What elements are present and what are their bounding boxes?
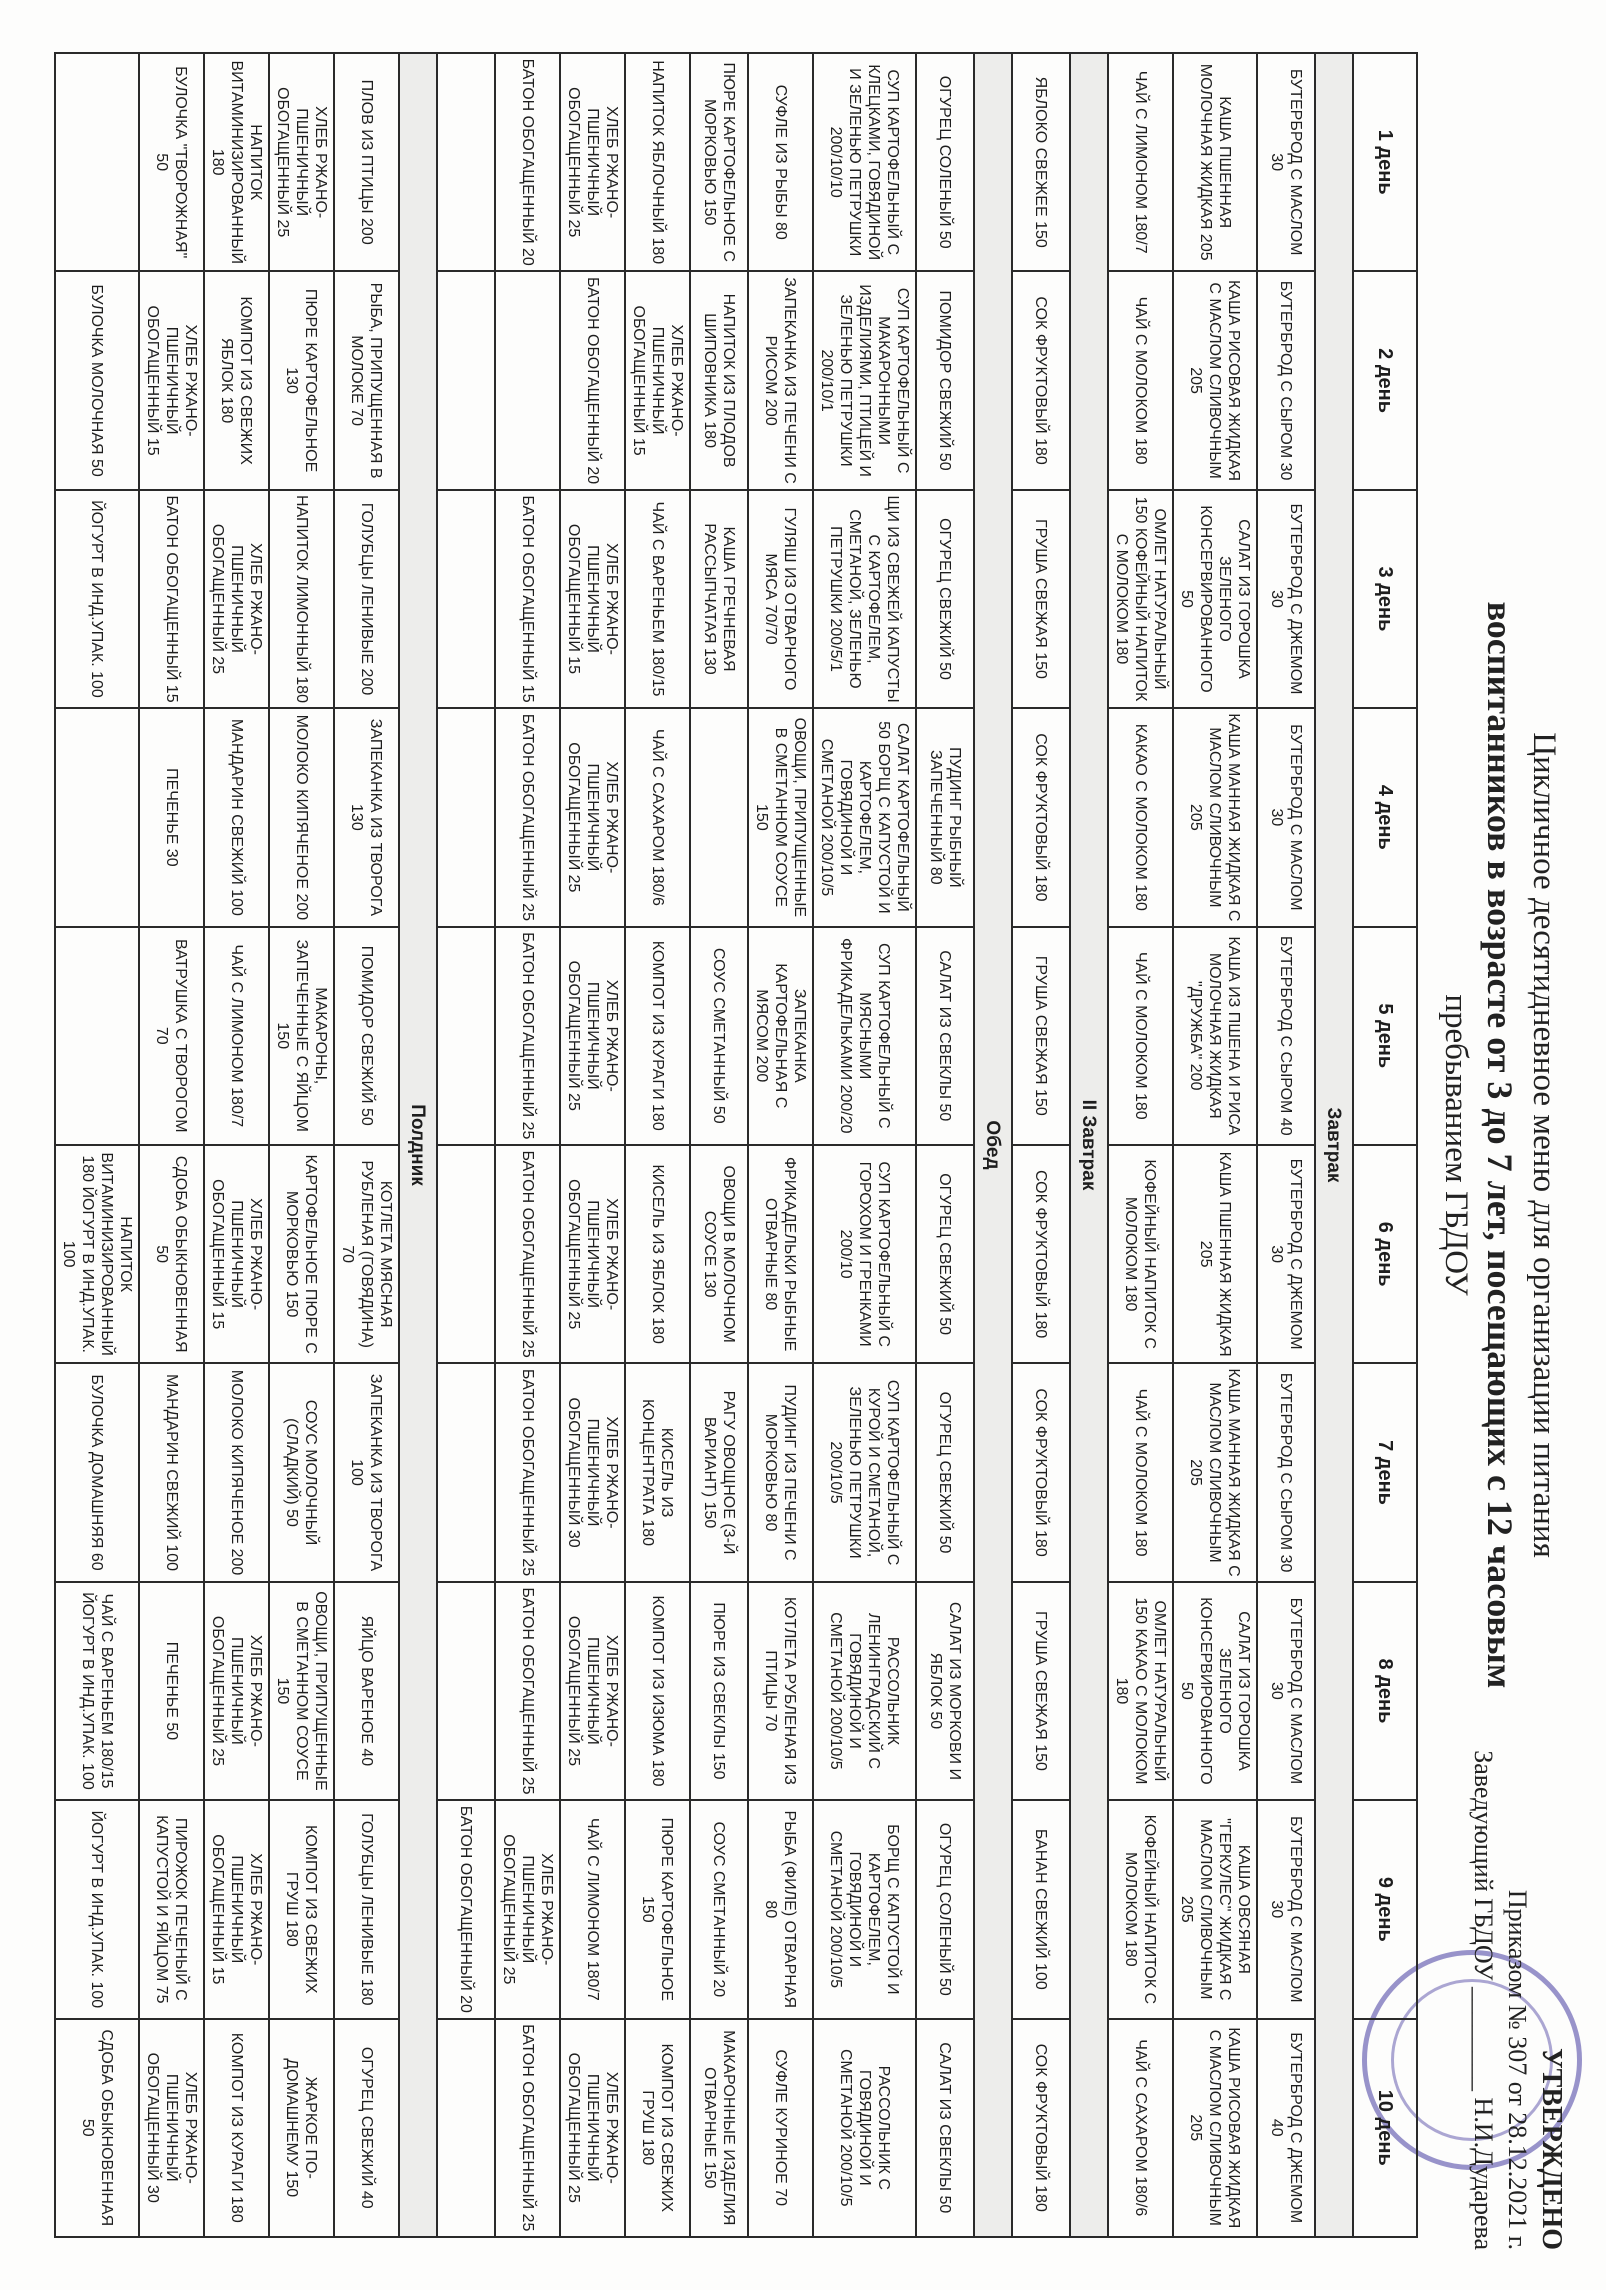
dish-cell: СОК ФРУКТОВЫЙ 180 — [1012, 271, 1070, 489]
dish-cell: БУТЕРБРОД С СЫРОМ 40 — [1257, 927, 1315, 1145]
dish-cell: КАША ИЗ ПШЕНА И РИСА МОЛОЧНАЯ ЖИДКАЯ "ДРУЖБА" 200 — [1173, 927, 1257, 1145]
dish-cell: ЗАПЕКАНКА ИЗ ПЕЧЕНИ С РИСОМ 200 — [748, 271, 813, 489]
dish-cell: СДОБА ОБЫКНОВЕННАЯ 50 — [55, 2019, 139, 2237]
dish-cell — [690, 708, 748, 926]
dish-cell — [437, 927, 495, 1145]
dish-cell: СОУС СМЕТАННЫЙ 50 — [690, 927, 748, 1145]
dish-cell: БУЛОЧКА "ТВОРОЖНАЯ" 50 — [139, 53, 204, 271]
dish-cell: КАША РИСОВАЯ ЖИДКАЯ С МАСЛОМ СЛИВОЧНЫМ 205 — [1173, 271, 1257, 489]
dish-cell: КОМПОТ ИЗ СВЕЖИХ ЯБЛОК 180 — [204, 271, 269, 489]
dish-cell: ХЛЕБ РЖАНО-ПШЕНИЧНЫЙ ОБОГАЩЕННЫЙ 15 — [139, 271, 204, 489]
dish-cell: ПЕЧЕНЬЕ 30 — [139, 708, 204, 926]
dish-cell: КАША МАННАЯ ЖИДКАЯ С МАСЛОМ СЛИВОЧНЫМ 205 — [1173, 1363, 1257, 1581]
dish-cell: ОВОЩИ, ПРИПУЩЕННЫЕ В СМЕТАННОМ СОУСЕ 150 — [269, 1582, 334, 1800]
dish-cell: КОФЕЙНЫЙ НАПИТОК С МОЛОКОМ 180 — [1108, 1800, 1173, 2018]
section-row — [974, 53, 1012, 2237]
dish-cell: ХЛЕБ РЖАНО-ПШЕНИЧНЫЙ ОБОГАЩЕННЫЙ 30 — [560, 1363, 625, 1581]
dish-cell: КИСЕЛЬ ИЗ ЯБЛОК 180 — [625, 1145, 690, 1363]
dish-cell: ЧАЙ С ВАРЕНЬЕМ 180/15 — [625, 490, 690, 708]
dish-cell: МОЛОКО КИПЯЧЕНОЕ 200 — [269, 708, 334, 926]
dish-cell — [437, 1582, 495, 1800]
menu-row — [55, 53, 139, 2237]
dish-cell: КОМПОТ ИЗ ИЗЮМА 180 — [625, 1582, 690, 1800]
dish-cell: ОВОЩИ, ПРИПУЩЕННЫЕ В СМЕТАННОМ СОУСЕ 150 — [748, 708, 813, 926]
dish-cell: СУП КАРТОФЕЛЬНЫЙ С ГОРОХОМ И ГРЕНКАМИ 200/10 — [813, 1145, 916, 1363]
dish-cell — [437, 490, 495, 708]
dish-cell: НАПИТОК ЛИМОННЫЙ 180 — [269, 490, 334, 708]
dish-cell: ОМЛЕТ НАТУРАЛЬНЫЙ 150 КОФЕЙНЫЙ НАПИТОК С МОЛОКОМ 180 — [1108, 490, 1173, 708]
dish-cell: БАТОН ОБОГАЩЕННЫЙ 25 — [495, 1363, 560, 1581]
menu-row — [269, 53, 334, 2237]
dish-cell: СОК ФРУКТОВЫЙ 180 — [1012, 1363, 1070, 1581]
dish-cell: ГРУША СВЕЖАЯ 150 — [1012, 927, 1070, 1145]
dish-cell: СОУС МОЛОЧНЫЙ (СЛАДКИЙ) 50 — [269, 1363, 334, 1581]
dish-cell: КАША ПШЕННАЯ ЖИДКАЯ 205 — [1173, 1145, 1257, 1363]
menu-row — [1012, 53, 1070, 2237]
dish-cell: ХЛЕБ РЖАНО-ПШЕНИЧНЫЙ ОБОГАЩЕННЫЙ 25 — [269, 53, 334, 271]
dish-cell: БАТОН ОБОГАЩЕННЫЙ 25 — [495, 708, 560, 926]
dish-cell: КОТЛЕТА РУБЛЕНАЯ ИЗ ПТИЦЫ 70 — [748, 1582, 813, 1800]
approval-title: УТВЕРЖДЕНО — [1536, 2048, 1567, 2250]
dish-cell: БАТОН ОБОГАЩЕННЫЙ 25 — [495, 2019, 560, 2237]
dish-cell: ЧАЙ С ЛИМОНОМ 180/7 — [560, 1800, 625, 2018]
dish-cell: ОГУРЕЦ СОЛЕНЫЙ 50 — [916, 53, 974, 271]
dish-cell: НАПИТОК ВИТАМИНИЗИРОВАННЫЙ 180 ЙОГУРТ В ИНД.УПАК. 100 — [55, 1145, 139, 1363]
dish-cell: БУТЕРБРОД С ДЖЕМОМ 30 — [1257, 1145, 1315, 1363]
dish-cell: МАКАРОНЫ, ЗАПЕЧЕННЫЕ С ЯЙЦОМ 150 — [269, 927, 334, 1145]
menu-row — [560, 53, 625, 2237]
dish-cell: СДОБА ОБЫКНОВЕННАЯ 50 — [139, 1145, 204, 1363]
dish-cell: СУП КАРТОФЕЛЬНЫЙ С МАКАРОННЫМИ ИЗДЕЛИЯМИ, ПТИЦЕЙ И ЗЕЛЕНЬЮ ПЕТРУШКИ 200/10/1 — [813, 271, 916, 489]
menu-row — [690, 53, 748, 2237]
dish-cell: БАТОН ОБОГАЩЕННЫЙ 20 — [437, 1800, 495, 2018]
section-row — [399, 53, 437, 2237]
dish-cell: НАПИТОК ЯБЛОЧНЫЙ 180 — [625, 53, 690, 271]
day-header: 3 день — [1353, 490, 1417, 708]
menu-row — [204, 53, 269, 2237]
dish-cell: ОГУРЕЦ СВЕЖИЙ 50 — [916, 1145, 974, 1363]
dish-cell: ГРУША СВЕЖАЯ 150 — [1012, 490, 1070, 708]
dish-cell: ПЛОВ ИЗ ПТИЦЫ 200 — [334, 53, 399, 271]
dish-cell: НАПИТОК ВИТАМИНИЗИРОВАННЫЙ 180 — [204, 53, 269, 271]
dish-cell: ЗАПЕКАНКА КАРТОФЕЛЬНАЯ С МЯСОМ 200 — [748, 927, 813, 1145]
menu-body — [55, 53, 1353, 2237]
dish-cell: СУП КАРТОФЕЛЬНЫЙ С КЛЕЦКАМИ, ГОВЯДИНОЙ И ЗЕЛЕНЬЮ ПЕТРУШКИ 200/10/10 — [813, 53, 916, 271]
dish-cell: БАНАН СВЕЖИЙ 100 — [1012, 1800, 1070, 2018]
dish-cell: ПЮРЕ КАРТОФЕЛЬНОЕ 130 — [269, 271, 334, 489]
menu-row — [1108, 53, 1173, 2237]
dish-cell: ХЛЕБ РЖАНО-ПШЕНИЧНЫЙ ОБОГАЩЕННЫЙ 25 — [560, 708, 625, 926]
section-row — [1315, 53, 1353, 2237]
day-header: 4 день — [1353, 708, 1417, 926]
dish-cell: ХЛЕБ РЖАНО-ПШЕНИЧНЫЙ ОБОГАЩЕННЫЙ 15 — [204, 1145, 269, 1363]
approval-head: Заведующий ГБДОУ ________ Н.И.Дударева — [1469, 1750, 1498, 2250]
title-line-1: Цикличное десятидневное меню для организации питания — [1526, 732, 1562, 1558]
dish-cell: КАША ГРЕЧНЕВАЯ РАССЫПЧАТАЯ 130 — [690, 490, 748, 708]
dish-cell: ХЛЕБ РЖАНО-ПШЕНИЧНЫЙ ОБОГАЩЕННЫЙ 25 — [560, 53, 625, 271]
dish-cell — [437, 1363, 495, 1581]
day-header: 9 день — [1353, 1800, 1417, 2018]
menu-row — [1173, 53, 1257, 2237]
dish-cell: ЧАЙ С МОЛОКОМ 180 — [1108, 1363, 1173, 1581]
title-line-3: пребыванием ГБДОУ — [1438, 994, 1474, 1296]
menu-row — [139, 53, 204, 2237]
dish-cell: БУТЕРБРОД С МАСЛОМ 30 — [1257, 1800, 1315, 2018]
dish-cell: РЫБА, ПРИПУЩЕННАЯ В МОЛОКЕ 70 — [334, 271, 399, 489]
dish-cell: ПЮРЕ ИЗ СВЕКЛЫ 150 — [690, 1582, 748, 1800]
dish-cell: БУЛОЧКА МОЛОЧНАЯ 50 — [55, 271, 139, 489]
dish-cell: БАТОН ОБОГАЩЕННЫЙ 25 — [495, 927, 560, 1145]
dish-cell: СУП КАРТОФЕЛЬНЫЙ С КУРОЙ И СМЕТАНОЙ, ЗЕЛЕНЬЮ ПЕТРУШКИ 200/10/5 — [813, 1363, 916, 1581]
dish-cell — [55, 708, 139, 926]
dish-cell: ХЛЕБ РЖАНО-ПШЕНИЧНЫЙ ОБОГАЩЕННЫЙ 25 — [204, 1582, 269, 1800]
dish-cell: ХЛЕБ РЖАНО-ПШЕНИЧНЫЙ ОБОГАЩЕННЫЙ 15 — [560, 490, 625, 708]
dish-cell: БУТЕРБРОД С ДЖЕМОМ 30 — [1257, 490, 1315, 708]
dish-cell: ХЛЕБ РЖАНО-ПШЕНИЧНЫЙ ОБОГАЩЕННЫЙ 15 — [204, 1800, 269, 2018]
day-header: 10 день — [1353, 2019, 1417, 2237]
dish-cell: ОМЛЕТ НАТУРАЛЬНЫЙ 150 КАКАО С МОЛОКОМ 180 — [1108, 1582, 1173, 1800]
dish-cell: ЧАЙ С МОЛОКОМ 180 — [1108, 271, 1173, 489]
section-title: Обед — [974, 53, 1012, 2237]
dish-cell: ПЕЧЕНЬЕ 50 — [139, 1582, 204, 1800]
dish-cell — [437, 1145, 495, 1363]
dish-cell: ЖАРКОЕ ПО-ДОМАШНЕМУ 150 — [269, 2019, 334, 2237]
dish-cell: БОРЩ С КАПУСТОЙ И КАРТОФЕЛЕМ, ГОВЯДИНОЙ И СМЕТАНОЙ 200/10/5 — [813, 1800, 916, 2018]
section-row — [1070, 53, 1108, 2237]
dish-cell: БУЛОЧКА ДОМАШНЯЯ 60 — [55, 1363, 139, 1581]
dish-cell: РАССОЛЬНИК ЛЕНИНГРАДСКИЙ С ГОВЯДИНОЙ И СМЕТАНОЙ 200/10/5 — [813, 1582, 916, 1800]
dish-cell: ОГУРЕЦ СВЕЖИЙ 40 — [334, 2019, 399, 2237]
menu-row — [813, 53, 916, 2237]
dish-cell — [437, 2019, 495, 2237]
dish-cell: СОК ФРУКТОВЫЙ 180 — [1012, 1145, 1070, 1363]
day-header: 2 день — [1353, 271, 1417, 489]
dish-cell: САЛАТ ИЗ ГОРОШКА ЗЕЛЕНОГО КОНСЕРВИРОВАННОГО 50 — [1173, 1582, 1257, 1800]
dish-cell: СОК ФРУКТОВЫЙ 180 — [1012, 708, 1070, 926]
dish-cell: ХЛЕБ РЖАНО-ПШЕНИЧНЫЙ ОБОГАЩЕННЫЙ 25 — [560, 1145, 625, 1363]
dish-cell — [55, 927, 139, 1145]
day-header: 6 день — [1353, 1145, 1417, 1363]
menu-table — [54, 52, 1418, 2238]
dish-cell: ХЛЕБ РЖАНО-ПШЕНИЧНЫЙ ОБОГАЩЕННЫЙ 25 — [560, 1582, 625, 1800]
dish-cell: ЧАЙ С ВАРЕНЬЕМ 180/15 ЙОГУРТ В ИНД.УПАК. 100 — [55, 1582, 139, 1800]
dish-cell: ФРИКАДЕЛЬКИ РЫБНЫЕ ОТВАРНЫЕ 80 — [748, 1145, 813, 1363]
dish-cell: МАНДАРИН СВЕЖИЙ 100 — [204, 708, 269, 926]
menu-row — [495, 53, 560, 2237]
dish-cell: БУТЕРБРОД С МАСЛОМ 30 — [1257, 53, 1315, 271]
dish-cell — [437, 708, 495, 926]
dish-cell: КОТЛЕТА МЯСНАЯ РУБЛЕНАЯ (ГОВЯДИНА) 70 — [334, 1145, 399, 1363]
dish-cell — [55, 53, 139, 271]
dish-cell: БАТОН ОБОГАЩЕННЫЙ 25 — [495, 1582, 560, 1800]
dish-cell: БАТОН ОБОГАЩЕННЫЙ 15 — [139, 490, 204, 708]
dish-cell: ПЮРЕ КАРТОФЕЛЬНОЕ С МОРКОВЬЮ 150 — [690, 53, 748, 271]
dish-cell: БУТЕРБРОД С МАСЛОМ 30 — [1257, 708, 1315, 926]
day-header: 7 день — [1353, 1363, 1417, 1581]
dish-cell: БУТЕРБРОД С СЫРОМ 30 — [1257, 1363, 1315, 1581]
dish-cell: ХЛЕБ РЖАНО-ПШЕНИЧНЫЙ ОБОГАЩЕННЫЙ 15 — [625, 271, 690, 489]
dish-cell: ОВОЩИ В МОЛОЧНОМ СОУСЕ 130 — [690, 1145, 748, 1363]
dish-cell: ХЛЕБ РЖАНО-ПШЕНИЧНЫЙ ОБОГАЩЕННЫЙ 25 — [495, 1800, 560, 2018]
menu-row — [1257, 53, 1315, 2237]
dish-cell: ПОМИДОР СВЕЖИЙ 50 — [916, 271, 974, 489]
section-title: Полдник — [399, 53, 437, 2237]
dish-cell: СУФЛЕ ИЗ РЫБЫ 80 — [748, 53, 813, 271]
dish-cell: НАПИТОК ИЗ ПЛОДОВ ШИПОВНИКА 180 — [690, 271, 748, 489]
section-title: Завтрак — [1315, 53, 1353, 2237]
menu-row — [334, 53, 399, 2237]
dish-cell — [495, 271, 560, 489]
dish-cell — [437, 53, 495, 271]
dish-cell: БАТОН ОБОГАЩЕННЫЙ 25 — [495, 1145, 560, 1363]
title-line-2: воспитанников в возрасте от 3 до 7 лет, посещающих с 12 часовым — [1480, 601, 1520, 1689]
dish-cell — [437, 271, 495, 489]
dish-cell: ХЛЕБ РЖАНО-ПШЕНИЧНЫЙ ОБОГАЩЕННЫЙ 30 — [139, 2019, 204, 2237]
dish-cell: ХЛЕБ РЖАНО-ПШЕНИЧНЫЙ ОБОГАЩЕННЫЙ 25 — [560, 927, 625, 1145]
dish-cell: ПУДИНГ РЫБНЫЙ ЗАПЕЧЕННЫЙ 80 — [916, 708, 974, 926]
dish-cell: КАРТОФЕЛЬНОЕ ПЮРЕ С МОРКОВЬЮ 150 — [269, 1145, 334, 1363]
dish-cell: БУТЕРБРОД С ДЖЕМОМ 40 — [1257, 2019, 1315, 2237]
dish-cell: ЗАПЕКАНКА ИЗ ТВОРОГА 130 — [334, 708, 399, 926]
menu-row — [437, 53, 495, 2237]
dish-cell: БАТОН ОБОГАЩЕННЫЙ 20 — [495, 53, 560, 271]
dish-cell: КОМПОТ ИЗ КУРАГИ 180 — [625, 927, 690, 1145]
dish-cell: ЧАЙ С САХАРОМ 180/6 — [1108, 2019, 1173, 2237]
dish-cell: ВАТРУШКА С ТВОРОГОМ 70 — [139, 927, 204, 1145]
dish-cell: КОМПОТ ИЗ КУРАГИ 180 — [204, 2019, 269, 2237]
dish-cell: КОМПОТ ИЗ СВЕЖИХ ГРУШ 180 — [269, 1800, 334, 2018]
dish-cell: ЯБЛОКО СВЕЖЕЕ 150 — [1012, 53, 1070, 271]
dish-cell: ХЛЕБ РЖАНО-ПШЕНИЧНЫЙ ОБОГАЩЕННЫЙ 25 — [560, 2019, 625, 2237]
dish-cell: ПЮРЕ КАРТОФЕЛЬНОЕ 150 — [625, 1800, 690, 2018]
dish-cell: ЧАЙ С ЛИМОНОМ 180/7 — [204, 927, 269, 1145]
dish-cell: САЛАТ ИЗ ГОРОШКА ЗЕЛЕНОГО КОНСЕРВИРОВАННОГО 50 — [1173, 490, 1257, 708]
dish-cell: ЧАЙ С МОЛОКОМ 180 — [1108, 927, 1173, 1145]
dish-cell: ХЛЕБ РЖАНО-ПШЕНИЧНЫЙ ОБОГАЩЕННЫЙ 25 — [204, 490, 269, 708]
section-title: II Завтрак — [1070, 53, 1108, 2237]
dish-cell: МОЛОКО КИПЯЧЕНОЕ 200 — [204, 1363, 269, 1581]
day-header-row — [1353, 53, 1417, 2237]
dish-cell: ГОЛУБЦЫ ЛЕНИВЫЕ 180 — [334, 1800, 399, 2018]
dish-cell: КАША ПШЕННАЯ МОЛОЧНАЯ ЖИДКАЯ 205 — [1173, 53, 1257, 271]
dish-cell: ЗАПЕКАНКА ИЗ ТВОРОГА 100 — [334, 1363, 399, 1581]
dish-cell: РЫБА (ФИЛЕ) ОТВАРНАЯ 80 — [748, 1800, 813, 2018]
dish-cell: ЯЙЦО ВАРЕНОЕ 40 — [334, 1582, 399, 1800]
day-header: 8 день — [1353, 1582, 1417, 1800]
approval-block — [1466, 1630, 1568, 2250]
dish-cell: СОК ФРУКТОВЫЙ 180 — [1012, 2019, 1070, 2237]
dish-cell: КОМПОТ ИЗ СВЕЖИХ ГРУШ 180 — [625, 2019, 690, 2237]
dish-cell: САЛАТ КАРТОФЕЛЬНЫЙ 50 БОРЩ С КАПУСТОЙ И КАРТОФЕЛЕМ, ГОВЯДИНОЙ И СМЕТАНОЙ 200/10/5 — [813, 708, 916, 926]
dish-cell: РАССОЛЬНИК С ГОВЯДИНОЙ И СМЕТАНОЙ 200/10/5 — [813, 2019, 916, 2237]
dish-cell: САЛАТ ИЗ СВЕКЛЫ 50 — [916, 927, 974, 1145]
dish-cell: ПИРОЖОК ПЕЧЕНЫЙ С КАПУСТОЙ И ЯЙЦОМ 75 — [139, 1800, 204, 2018]
dish-cell: САЛАТ ИЗ МОРКОВИ И ЯБЛОК 50 — [916, 1582, 974, 1800]
dish-cell: ЙОГУРТ В ИНД.УПАК. 100 — [55, 1800, 139, 2018]
dish-cell: КАША МАННАЯ ЖИДКАЯ С МАСЛОМ СЛИВОЧНЫМ 205 — [1173, 708, 1257, 926]
dish-cell: ПУДИНГ ИЗ ПЕЧЕНИ С МОРКОВЬЮ 80 — [748, 1363, 813, 1581]
dish-cell: СУП КАРТОФЕЛЬНЫЙ С МЯСНЫМИ ФРИКАДЕЛЬКАМИ 200/20 — [813, 927, 916, 1145]
approval-order: Приказом № 307 от 28.12.2021 г. — [1503, 1889, 1532, 2250]
dish-cell: ОГУРЕЦ СВЕЖИЙ 50 — [916, 490, 974, 708]
day-header: 1 день — [1353, 53, 1417, 271]
dish-cell: МАКАРОННЫЕ ИЗДЕЛИЯ ОТВАРНЫЕ 150 — [690, 2019, 748, 2237]
dish-cell: РАГУ ОВОЩНОЕ (3-Й ВАРИАНТ) 150 — [690, 1363, 748, 1581]
dish-cell: СУФЛЕ КУРИНОЕ 70 — [748, 2019, 813, 2237]
dish-cell: ЙОГУРТ В ИНД.УПАК. 100 — [55, 490, 139, 708]
dish-cell: ЧАЙ С ЛИМОНОМ 180/7 — [1108, 53, 1173, 271]
dish-cell: БАТОН ОБОГАЩЕННЫЙ 15 — [495, 490, 560, 708]
dish-cell: ПОМИДОР СВЕЖИЙ 50 — [334, 927, 399, 1145]
dish-cell: ОГУРЕЦ СВЕЖИЙ 50 — [916, 1363, 974, 1581]
day-header: 5 день — [1353, 927, 1417, 1145]
dish-cell: ЩИ ИЗ СВЕЖЕЙ КАПУСТЫ С КАРТОФЕЛЕМ, СМЕТАНОЙ, ЗЕЛЕНЬЮ ПЕТРУШКИ 200/5/1 — [813, 490, 916, 708]
dish-cell: КОФЕЙНЫЙ НАПИТОК С МОЛОКОМ 180 — [1108, 1145, 1173, 1363]
menu-row — [748, 53, 813, 2237]
dish-cell: ГОЛУБЦЫ ЛЕНИВЫЕ 200 — [334, 490, 399, 708]
dish-cell: КАША РИСОВАЯ ЖИДКАЯ С МАСЛОМ СЛИВОЧНЫМ 205 — [1173, 2019, 1257, 2237]
dish-cell: СОУС СМЕТАННЫЙ 20 — [690, 1800, 748, 2018]
dish-cell: ЧАЙ С САХАРОМ 180/6 — [625, 708, 690, 926]
dish-cell: БАТОН ОБОГАЩЕННЫЙ 20 — [560, 271, 625, 489]
dish-cell: БУТЕРБРОД С МАСЛОМ 30 — [1257, 1582, 1315, 1800]
dish-cell: ГРУША СВЕЖАЯ 150 — [1012, 1582, 1070, 1800]
dish-cell: ГУЛЯШ ИЗ ОТВАРНОГО МЯСА 70/70 — [748, 490, 813, 708]
menu-row — [625, 53, 690, 2237]
menu-row — [916, 53, 974, 2237]
dish-cell: КИСЕЛЬ ИЗ КОНЦЕНТРАТА 180 — [625, 1363, 690, 1581]
dish-cell: КАША ОВСЯНАЯ "ГЕРКУЛЕС" ЖИДКАЯ С МАСЛОМ СЛИВОЧНЫМ 205 — [1173, 1800, 1257, 2018]
dish-cell: БУТЕРБРОД С СЫРОМ 30 — [1257, 271, 1315, 489]
dish-cell: САЛАТ ИЗ СВЕКЛЫ 50 — [916, 2019, 974, 2237]
dish-cell: ОГУРЕЦ СОЛЕНЫЙ 50 — [916, 1800, 974, 2018]
dish-cell: КАКАО С МОЛОКОМ 180 — [1108, 708, 1173, 926]
dish-cell: МАНДАРИН СВЕЖИЙ 100 — [139, 1363, 204, 1581]
